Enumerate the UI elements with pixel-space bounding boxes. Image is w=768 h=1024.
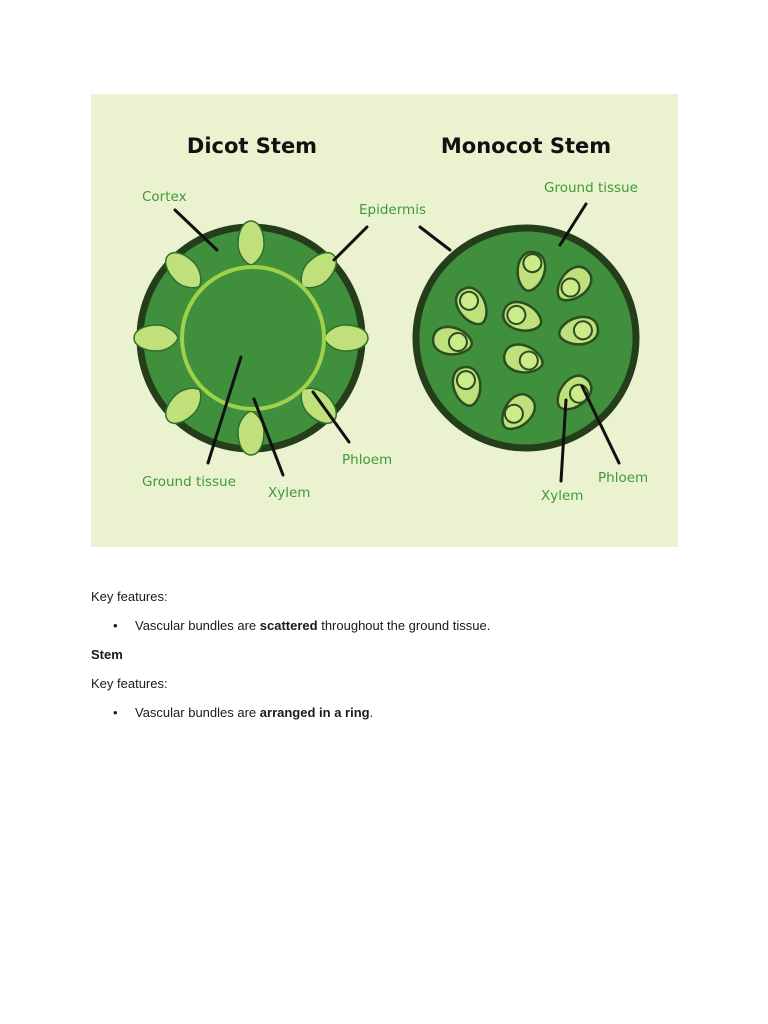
bullet-text-bold: scattered — [259, 618, 318, 633]
epidermis-leader-line-dicot — [334, 227, 367, 260]
dicot-ground-tissue-label: Ground tissue — [142, 474, 236, 490]
stem-diagram-svg — [91, 94, 678, 547]
key-features-label-1: Key features: — [91, 589, 168, 604]
dicot-title: Dicot Stem — [186, 134, 318, 158]
dicot-cortex-label: Cortex — [142, 189, 187, 205]
monocot-ground-tissue-label: Ground tissue — [544, 180, 638, 196]
monocot-title: Monocot Stem — [440, 134, 612, 158]
bullet-item-ring — [113, 705, 373, 721]
epidermis-leader-line-monocot — [420, 227, 450, 250]
monocot-stem-cross-section — [416, 228, 636, 448]
bullet-text-pre: Vascular bundles are — [135, 618, 260, 633]
bullet-item-scattered — [113, 618, 490, 634]
monocot-xylem-label: Xylem — [541, 488, 584, 504]
dicot-phloem-label: Phloem — [342, 452, 393, 468]
monocot-phloem-label: Phloem — [598, 470, 649, 486]
key-features-label-2: Key features: — [91, 676, 168, 691]
epidermis-label: Epidermis — [359, 202, 426, 218]
bullet-text-pre: Vascular bundles are — [135, 705, 260, 720]
bullet-dot: • — [113, 618, 118, 633]
bullet-dot: • — [113, 705, 118, 720]
section-heading — [91, 647, 123, 663]
bullet-text-post: throughout the ground tissue. — [317, 618, 491, 633]
section-heading-text: Stem — [91, 647, 123, 662]
stem-comparison-figure — [91, 94, 678, 547]
bullet-text-bold: arranged in a ring — [259, 705, 370, 720]
bullet-text-post: . — [369, 705, 374, 720]
dicot-xylem-label: Xylem — [268, 485, 311, 501]
